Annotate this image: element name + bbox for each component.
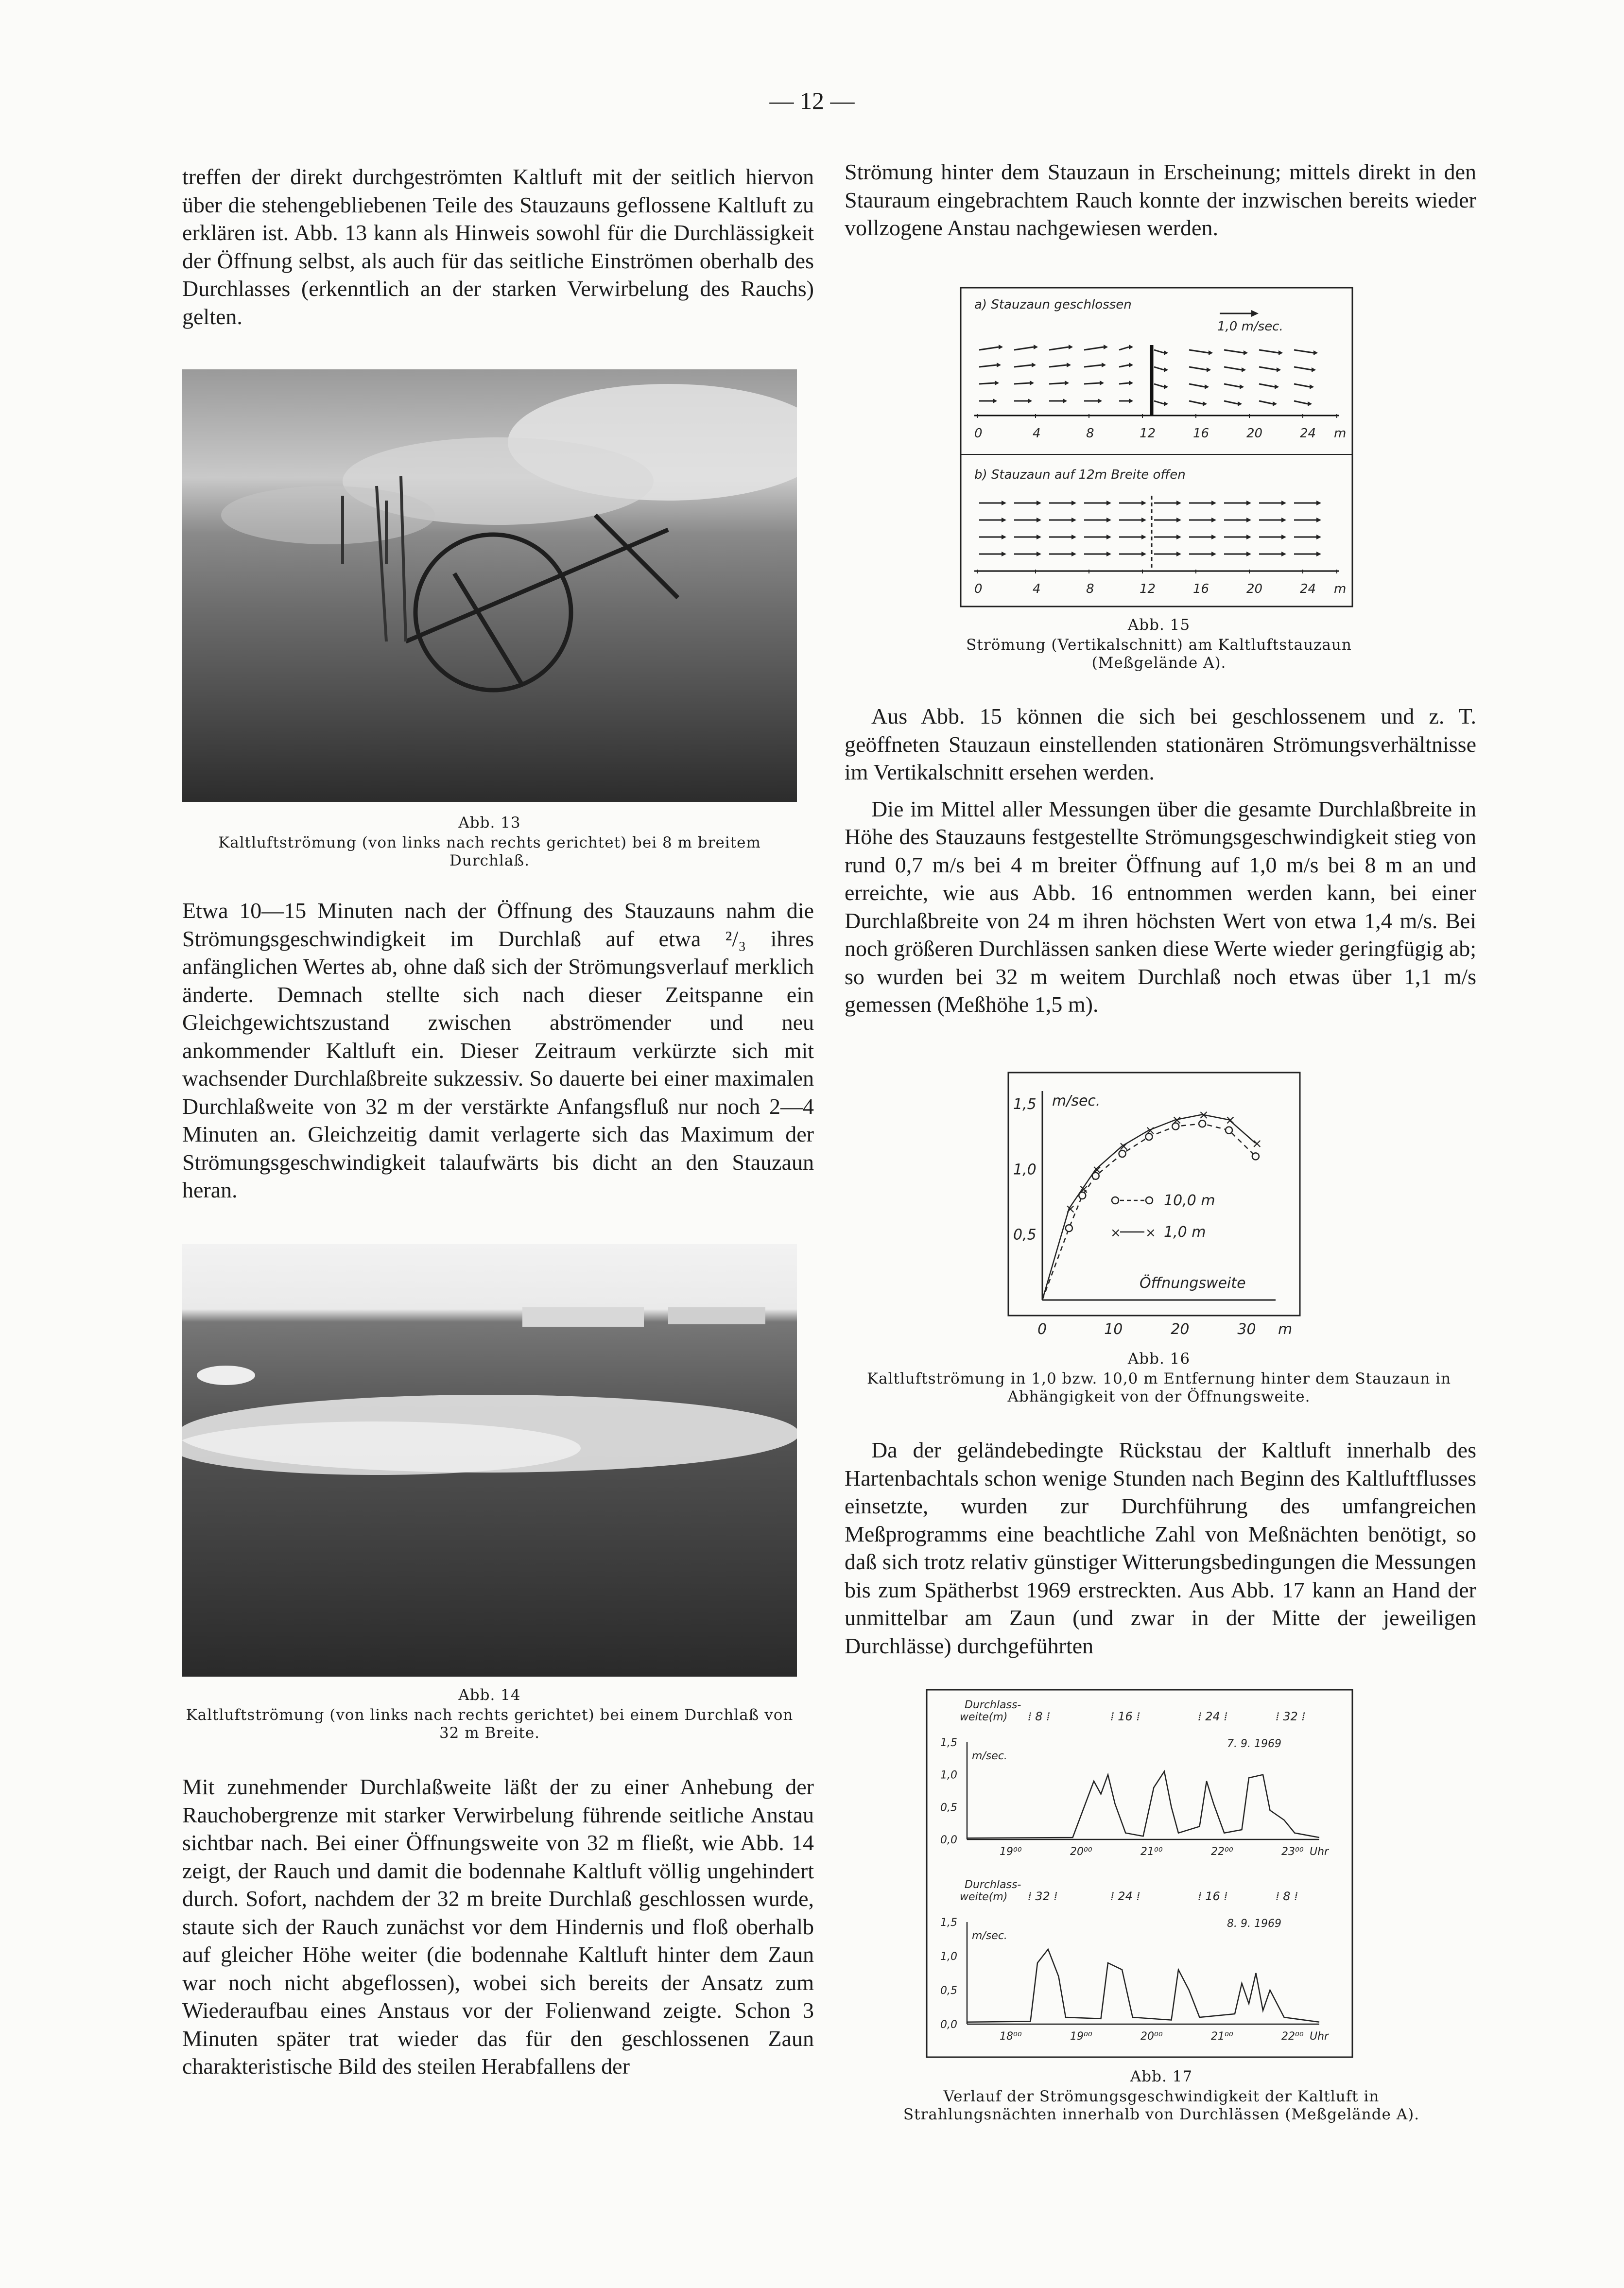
abb15-tick-label: 0 [974,582,983,596]
abb15a-arrow [1049,365,1067,367]
right-paragraph-4: Da der geländebedingte Rückstau der Kaltluft innerhalb des Hartenbachtals schon wenige Stunden nach Beginn des Kaltluftflusses einsetzte, wurden zur Durchführung des umfangreichen Meßprogramms eine beachtliche Zahl von Meßnächten benötigt, so daß sich trotz relativ günstiger Witterungsbedingungen die Messungen bis zum Spätherbst 1969 erstreckten. Aus Abb. 17 kann an Hand der unmittelbar am Zaun (und zwar in der Mitte der jeweiligen Durchlässe) durchgeführten [845,1438,1476,1658]
abb16-x-unit: m [1278,1321,1293,1338]
abb17-x-tick: 21⁰⁰ [1211,2030,1233,2043]
abb17-y-tick: 0,5 [940,1985,957,1997]
caption-abb-13-number: Abb. 13 [458,814,521,832]
caption-abb-15 [914,616,1404,672]
abb15a-arrow [1224,384,1240,387]
scale-label: 1,0 m/sec. [1217,319,1283,334]
abb15a-arrow [1154,367,1164,370]
abb17-width-label-2: weite(m) [960,1711,1008,1723]
caption-abb-17-number: Abb. 17 [1130,2068,1193,2085]
right-column [845,158,1476,242]
abb16-point-cross: × [1225,1113,1236,1128]
right-column-2 [845,702,1476,1019]
abb15a-arrow [1084,365,1102,367]
figure-abb-17 [926,1689,1353,2058]
abb16-point-cross: × [1172,1113,1183,1128]
abb17-x-tick: 19⁰⁰ [1000,1846,1022,1858]
abb15a-arrow [1014,365,1032,367]
abb15a-arrow [1189,367,1207,370]
abb15a-arrow [1154,350,1164,353]
right-paragraph-2: Aus Abb. 15 können die sich bei geschlossenem und z. T. geöffneten Stauzaun einstellenden stationären Strömungsverhältnisse im Vertikalschnitt ersehen werden. [845,704,1476,784]
abb17-width-value: ⁞ 16 ⁞ [1110,1710,1140,1723]
left-column-2 [182,897,814,1204]
abb15a-arrow [1014,383,1030,384]
abb16-y-tick: 1,0 [1013,1161,1037,1179]
abb17-x-tick: 22⁰⁰ [1281,2030,1304,2043]
caption-abb-16-text: Kaltluftströmung in 1,0 bzw. 10,0 m Entfernung hinter dem Stauzaun in Abhängigkeit von der Öffnungsweite. [866,1370,1451,1405]
abb15-tick-label: m [1334,582,1347,596]
abb17-y-tick: 1,0 [940,1951,957,1963]
abb15-tick-label: 8 [1086,582,1094,596]
abb15a-arrow [1189,350,1209,353]
right-column-3 [845,1436,1476,1660]
left-paragraph-2: Etwa 10—15 Minuten nach der Öffnung des Stauzauns nahm die Strömungsgeschwindigkeit im Durchlaß auf etwa ²/₃ ihres anfänglichen Wertes ab, ohne daß sich der Strömungsverlauf merklich änderte. Demnach stellte sich nach dieser Zeitspanne ein Gleichgewichtszustand zwischen abströmender und neu ankommender Kaltluft ein. Dieser Zeitraum verkürzte sich mit wachsender Durchlaßbreite sukzessiv. So dauerte bei einer maximalen Durchlaßweite von 32 m der verstärkte Anfangsfluß nur noch 2—4 Minuten an. Gleichzeitig damit verlagerte sich das Maximum der Strömungsgeschwindigkeit talaufwärts bis dicht an den Stauzaun heran. [182,898,814,1202]
abb17-width-value: ⁞ 24 ⁞ [1198,1710,1228,1723]
right-paragraph-1: Strömung hinter dem Stauzaun in Erscheinung; mittels direkt in den Stauraum eingebrachtem Rauch konnte der inzwischen bereits wieder vollzogene Anstau nachgewiesen werden. [845,159,1476,240]
abb16-point-circle [1252,1153,1259,1160]
caption-abb-13-text: Kaltluftströmung (von links nach rechts gerichtet) bei 8 m breitem Durchlaß. [218,834,761,869]
chart-abb-17 [926,1689,1353,2058]
abb17-width-value: ⁞ 8 ⁞ [1276,1889,1298,1903]
abb15a-arrow [1294,350,1313,353]
abb16-y-label: m/sec. [1052,1092,1101,1109]
abb17-unit: m/sec. [972,1930,1007,1942]
caption-abb-17-text: Verlauf der Strömungsgeschwindigkeit der Kaltluft in Strahlungsnächten innerhalb von Durchlässen (Meßgelände A). [903,2088,1420,2123]
caption-abb-17 [884,2068,1438,2124]
abb17-width-label-1: Durchlass- [965,1699,1021,1711]
abb15-tick-label: 4 [1033,582,1041,596]
abb16-point-cross: × [1078,1182,1089,1197]
abb17-date: 7. 9. 1969 [1227,1738,1281,1750]
abb15a-arrow [1259,401,1273,404]
abb15-tick-label: m [1334,426,1347,441]
abb16-point-cross: × [1065,1201,1076,1216]
abb16-point-cross: × [1251,1136,1262,1151]
abb15a-arrow [1189,384,1205,387]
abb17-width-value: ⁞ 32 ⁞ [1276,1710,1306,1723]
abb17-x-tick: 23⁰⁰ [1281,1846,1304,1858]
abb17-width-label-2: weite(m) [960,1891,1008,1903]
abb16-point-cross: × [1118,1139,1129,1154]
abb15a-arrow [1084,347,1104,350]
abb15a-arrow [1224,367,1242,370]
abb17-x-tick: 19⁰⁰ [1070,2030,1092,2043]
abb17-width-value: ⁞ 8 ⁞ [1028,1710,1050,1723]
abb17-x-tick: 20⁰⁰ [1070,1846,1092,1858]
abb17-trace [967,1771,1319,1838]
abb17-y-tick: 0,0 [940,1834,957,1846]
caption-abb-16-number: Abb. 16 [1127,1350,1191,1368]
abb17-y-tick: 0,5 [940,1802,957,1814]
photo-abb-13-image [182,369,797,802]
photo-abb-14-image [182,1244,797,1677]
figure-abb-16 [1003,1072,1305,1339]
abb16-point-circle [1226,1127,1232,1134]
abb15a-arrow [1259,384,1275,387]
caption-abb-14-number: Abb. 14 [458,1686,521,1704]
abb17-width-value: ⁞ 24 ⁞ [1110,1889,1140,1903]
abb15a-arrow [1154,401,1164,404]
abb17-y-tick: 0,0 [940,2019,957,2031]
abb15a-arrow [979,347,999,350]
abb16-y-tick: 1,5 [1013,1095,1037,1113]
svg-text:×: × [1145,1226,1156,1240]
abb17-trace [967,1949,1319,2022]
abb16-x-tick: 20 [1171,1321,1190,1338]
chart-abb-16 [1003,1072,1305,1339]
abb16-x-tick: 10 [1104,1321,1123,1338]
abb15a-arrow [979,383,995,384]
svg-text:×: × [1110,1226,1121,1240]
page-number: — 12 — [769,87,855,114]
abb16-x-tick: 0 [1037,1321,1047,1338]
photo-abb-13 [182,369,797,802]
abb16-legend-label: 10,0 m [1164,1192,1215,1209]
abb15a-arrow [1189,401,1203,404]
abb15a-arrow [1154,384,1164,387]
abb16-point-cross: × [1198,1108,1209,1123]
abb17-x-tick: 20⁰⁰ [1140,2030,1163,2043]
left-paragraph-3: Mit zunehmender Durchlaßweite läßt der zu einer Anhebung der Rauchobergrenze mit starker Verwirbelung führende seitliche Anstau sichtbar nach. Bei einer Öffnungsweite von 32 m fließt, wie Abb. 14 zeigt, der Rauch und damit die bodennahe Kaltluft völlig ungehindert durch. Sofort, nachdem der 32 m breite Durchlaß geschlossen wurde, staute sich der Rauch zunächst vor dem Hindernis und floß oberhalb auf gleicher Höhe weiter (die bodennahe Kaltluft hinter dem Zaun war noch nicht abgeflossen), wobei sich bereits der Ansatz zum Wiederaufbau eines Anstaus vor der Folienwand zeigte. Schon 3 Minuten später trat wieder das für den geschlossenen Zaun charakteristische Bild des steilen Herabfallens der [182,1774,814,2079]
abb16-legend-label: 1,0 m [1164,1224,1206,1241]
panel-a-title: a) Stauzaun geschlossen [974,297,1132,312]
caption-abb-13 [182,814,797,870]
abb15-tick-label: 12 [1140,426,1156,441]
abb17-x-tick: 18⁰⁰ [1000,2030,1022,2043]
abb15-tick-label: 20 [1246,582,1263,596]
abb16-point-cross: × [1091,1162,1103,1178]
abb15a-arrow [1049,347,1069,350]
abb17-unit: m/sec. [972,1750,1007,1762]
abb15a-arrow [1294,367,1312,370]
abb15-tick-label: 4 [1033,426,1041,441]
abb15-tick-label: 8 [1086,426,1094,441]
abb15-tick-label: 24 [1300,582,1316,596]
abb15a-arrow [1084,383,1100,384]
abb16-point-cross: × [1145,1123,1156,1138]
abb16-x-label: Öffnungsweite [1140,1275,1246,1292]
abb15a-arrow [1119,347,1129,350]
abb17-y-tick: 1,0 [940,1769,957,1782]
figure-abb-15 [960,287,1353,607]
abb17-width-label-1: Durchlass- [965,1879,1021,1891]
abb17-y-tick: 1,5 [940,1737,957,1749]
abb15a-arrow [1224,350,1244,353]
abb15a-arrow [1294,384,1310,387]
abb16-x-tick: 30 [1237,1321,1256,1338]
abb15a-arrow [1014,347,1034,350]
abb15a-arrow [1049,383,1065,384]
abb15a-arrow [1119,383,1129,384]
left-column [182,163,814,330]
abb16-point-circle [1066,1225,1072,1231]
caption-abb-14 [182,1686,797,1742]
abb15a-arrow [1294,401,1308,404]
photo-abb-14 [182,1244,797,1677]
figure-abb-15-diagram [960,287,1353,607]
abb15-tick-label: 0 [974,426,983,441]
abb17-date: 8. 9. 1969 [1227,1918,1281,1930]
panel-b-title: b) Stauzaun auf 12m Breite offen [974,468,1186,482]
abb17-x-tick: 22⁰⁰ [1211,1846,1233,1858]
abb17-width-value: ⁞ 32 ⁞ [1028,1889,1058,1903]
abb17-y-tick: 1,5 [940,1917,957,1929]
abb15-tick-label: 24 [1300,426,1316,441]
abb17-width-value: ⁞ 16 ⁞ [1198,1889,1228,1903]
abb15-tick-label: 12 [1140,582,1156,596]
abb15a-arrow [1259,367,1277,370]
abb15a-arrow [1259,350,1278,353]
abb17-x-unit: Uhr [1310,1846,1329,1858]
caption-abb-16 [860,1350,1458,1406]
caption-abb-14-text: Kaltluftströmung (von links nach rechts gerichtet) bei einem Durchlaß von 32 m Breite. [186,1706,794,1742]
abb15-tick-label: 20 [1246,426,1263,441]
abb15a-arrow [979,365,997,367]
right-paragraph-3: Die im Mittel aller Messungen über die gesamte Durchlaßbreite in Höhe des Stauzauns festgestellte Strömungsgeschwindigkeit stieg von rund 0,7 m/s bei 4 m breiter Öffnung auf 1,0 m/s bei 8 m an und erreichte, wie aus Abb. 16 entnommen werden kann, bei einer Durchlaßbreite von 24 m ihren höchsten Wert von etwa 1,4 m/s. Bei noch größeren Durchlässen sanken diese Werte wieder geringfügig ab; so wurden bei 32 m weitem Durchlaß noch etwas über 1,1 m/s gemessen (Meßhöhe 1,5 m). [845,796,1476,1017]
abb16-y-tick: 0,5 [1013,1226,1037,1244]
left-paragraph-1: treffen der direkt durchgeströmten Kaltluft mit der seitlich hiervon über die stehengebliebenen Teile des Stauzauns geflossene Kaltluft zu erklären ist. Abb. 13 kann als Hinweis sowohl für die Durchlässigkeit der Öffnung selbst, als auch für das seitliche Einströmen oberhalb des Durchlasses (erkenntlich an der starken Verwirbelung des Rauchs) gelten. [182,164,814,329]
left-column-3 [182,1773,814,2080]
abb15a-arrow [1224,401,1238,404]
abb15a-arrow [1119,365,1129,367]
abb17-x-unit: Uhr [1310,2030,1329,2043]
caption-abb-15-number: Abb. 15 [1127,616,1191,634]
abb17-x-tick: 21⁰⁰ [1140,1846,1163,1858]
abb15-tick-label: 16 [1193,582,1209,596]
caption-abb-15-text: Strömung (Vertikalschnitt) am Kaltluftstauzaun (Meßgelände A). [966,636,1352,672]
abb15-tick-label: 16 [1193,426,1209,441]
